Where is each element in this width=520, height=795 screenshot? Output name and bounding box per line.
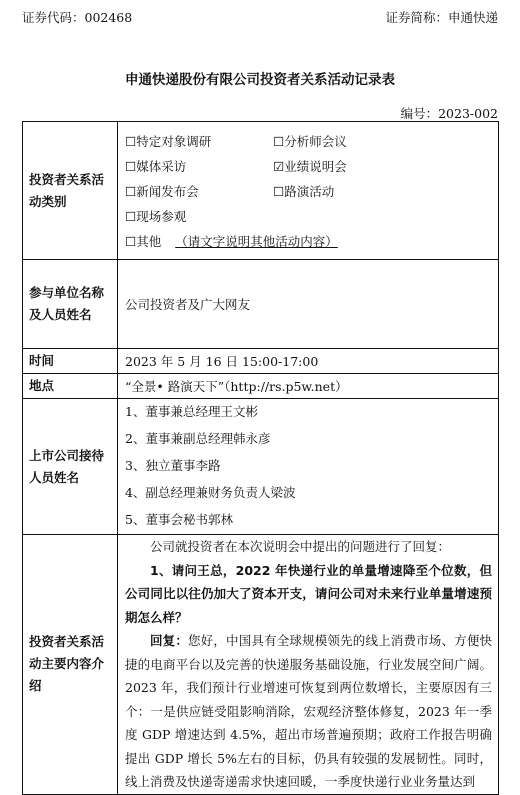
row-content bbox=[23, 535, 499, 795]
activity-option bbox=[273, 179, 492, 204]
row-activity-type bbox=[23, 122, 499, 260]
activity-option bbox=[273, 154, 492, 179]
time-label: 时间 bbox=[23, 349, 118, 374]
document-number: 编号：2023-002 bbox=[400, 106, 498, 121]
activity-option bbox=[125, 129, 273, 154]
content-label: 投资者关系活动主要内容介绍 bbox=[23, 535, 118, 795]
answer-text: 您好，中国具有全球规模领先的线上消费市场、方便快捷的电商平台以及完善的快递服务基础设施，行业发展空间广阔。2023 年，我们预计行业增速可恢复到两位数增长，主要原因有三个：一是供应链受阻影响消除，宏观经济整体修复，2023 年一季度 GDP 增速达到 4.5%，超出市场普遍预期；政府工作报告明确提出 GDP 增长 5%左右的目标，仍具有较强的发展韧性。同时，线上消费及快递寄递需求快速回暖，一季度快递行业业务量达到 bbox=[125, 633, 492, 789]
activity-type-options bbox=[118, 122, 499, 260]
row-place bbox=[23, 374, 499, 399]
row-time bbox=[23, 349, 499, 374]
activity-option-label: 媒体采访 bbox=[136, 158, 187, 174]
activity-option bbox=[125, 154, 273, 179]
unchecked-box-icon: ☐ bbox=[125, 183, 137, 199]
reception-person: 3、独立董事李路 bbox=[125, 458, 221, 473]
page-title: 申通快递股份有限公司投资者关系活动记录表 bbox=[125, 72, 395, 88]
activity-option-label: 特定对象调研 bbox=[136, 133, 212, 149]
row-reception bbox=[23, 399, 499, 535]
activity-option bbox=[125, 179, 273, 204]
activity-option-label: 业绩说明会 bbox=[284, 158, 347, 174]
activity-option bbox=[273, 129, 492, 154]
question-1: 1、请问王总，2022 年快递行业的单量增速降至个位数，但公司同比以往仍加大了资本开支，请问公司对未来行业单量增速预期怎么样？ bbox=[125, 562, 492, 625]
stock-short-name: 证券简称：申通快递 bbox=[385, 10, 498, 25]
answer-label: 回复： bbox=[150, 633, 189, 648]
participants-label: 参与单位名称及人员姓名 bbox=[23, 260, 118, 349]
reception-person: 1、董事兼总经理王文彬 bbox=[125, 404, 258, 419]
stock-code: 证券代码：002468 bbox=[22, 10, 133, 25]
reception-label: 上市公司接待人员姓名 bbox=[23, 399, 118, 535]
place-value: “全景• 路演天下”（http://rs.p5w.net） bbox=[118, 374, 499, 399]
unchecked-box-icon: ☐ bbox=[125, 233, 137, 249]
activity-option-label: 新闻发布会 bbox=[136, 183, 199, 199]
row-participants bbox=[23, 260, 499, 349]
content-body bbox=[118, 535, 499, 795]
reception-person: 2、董事兼副总经理韩永彦 bbox=[125, 431, 271, 446]
reception-person: 4、副总经理兼财务负责人梁波 bbox=[125, 485, 296, 500]
activity-option-label: 现场参观 bbox=[136, 208, 187, 224]
reception-list bbox=[118, 399, 499, 535]
checked-box-icon: ☑ bbox=[273, 158, 285, 174]
content-intro: 公司就投资者在本次说明会中提出的问题进行了回复： bbox=[150, 539, 451, 554]
answer-1 bbox=[125, 629, 492, 794]
activity-option-other bbox=[125, 229, 492, 254]
unchecked-box-icon: ☐ bbox=[125, 208, 137, 224]
activity-type-label: 投资者关系活动类别 bbox=[23, 122, 118, 260]
activity-option bbox=[125, 204, 273, 229]
other-activity-note: （请文字说明其他活动内容） bbox=[175, 233, 338, 249]
activity-option-label: 其他 bbox=[136, 233, 162, 249]
unchecked-box-icon: ☐ bbox=[125, 133, 137, 149]
unchecked-box-icon: ☐ bbox=[273, 183, 285, 199]
activity-option-label: 路演活动 bbox=[284, 183, 335, 199]
time-value: 2023 年 5 月 16 日 15:00-17:00 bbox=[118, 349, 499, 374]
unchecked-box-icon: ☐ bbox=[125, 158, 137, 174]
place-label: 地点 bbox=[23, 374, 118, 399]
unchecked-box-icon: ☐ bbox=[273, 133, 285, 149]
record-table bbox=[22, 121, 499, 795]
participants-value: 公司投资者及广大网友 bbox=[118, 260, 499, 349]
activity-option-label: 分析师会议 bbox=[284, 133, 347, 149]
reception-person: 5、董事会秘书郭林 bbox=[125, 512, 233, 527]
